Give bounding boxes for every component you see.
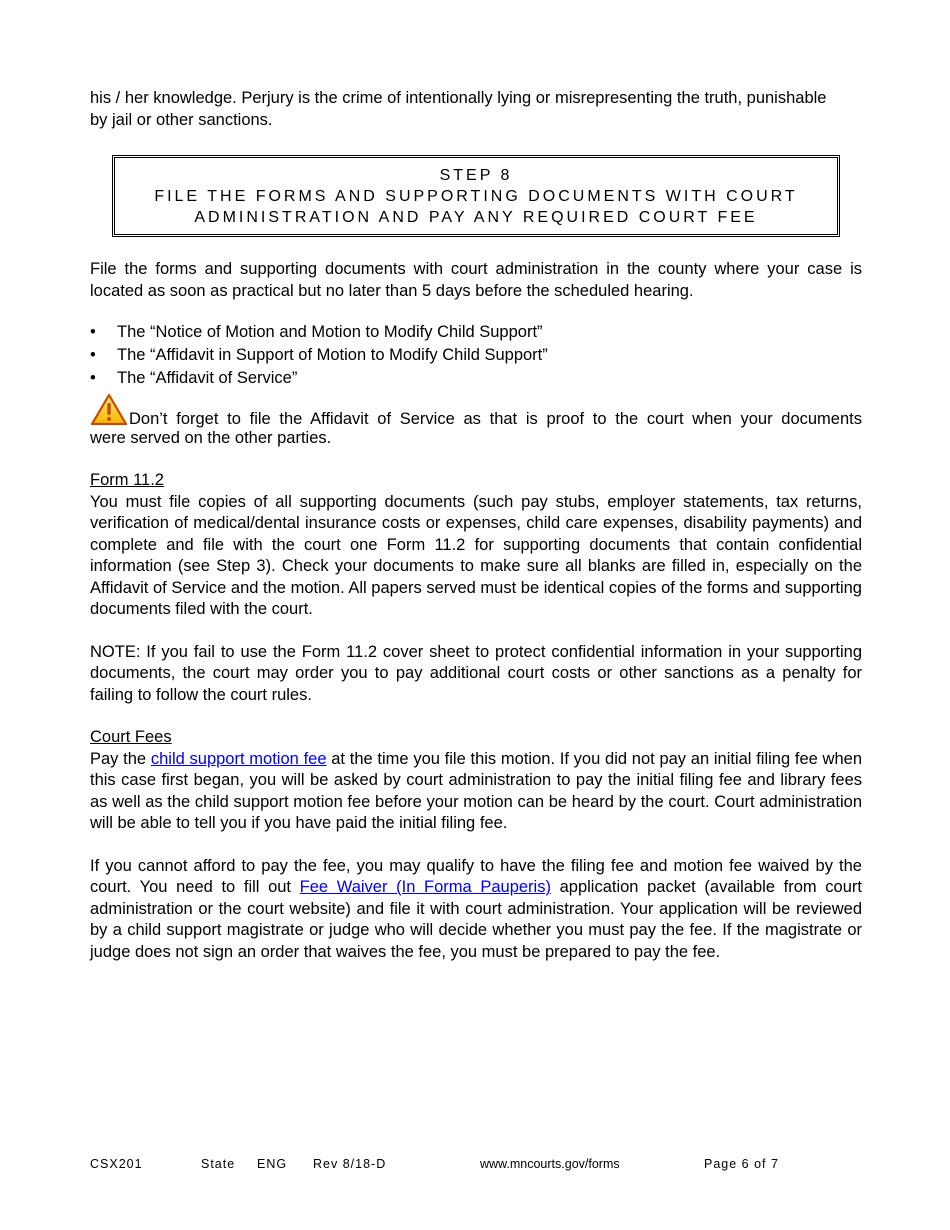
bullet-icon: • (90, 369, 96, 387)
document-page (90, 88, 862, 963)
form-11-2-body: You must file copies of all supporting documents (such pay stubs, employer statements, tax returns, verification of medical/dental insurance costs or expenses, child care expenses, disability payments) and complete and file with the court one Form 11.2 for supporting documents that contain confidential information (see Step 3). Check your documents to make sure all blanks are filled in, especially on the Affidavit of Service and the motion. All papers served must be identical copies of the forms and supporting documents filed with the court. (90, 492, 862, 618)
step-subtitle-line-1: FILE THE FORMS AND SUPPORTING DOCUMENTS WITH COURT (154, 188, 798, 205)
child-support-motion-fee-link[interactable]: child support motion fee (150, 749, 327, 768)
footer-state: State (201, 1157, 236, 1171)
file-paragraph: File the forms and supporting documents with court administration in the county where your case is located as soon as practical but no later than 5 days before the scheduled hearing. (90, 260, 862, 300)
court-fees-paragraph-2: If you cannot afford to pay the fee, you may qualify to have the filing fee and motion fee waived by the court. You need to fill out Fee Waiver (In Forma Pauperis) application packet (available from court administration or the court website) and file it with court administration. Your application will be reviewed by a child support magistrate or judge who will decide whether you must pay the fee. If the magistrate or judge does not sign an order that waives the fee, you must be prepared to pay the fee. (90, 856, 862, 961)
footer-language: ENG (257, 1157, 288, 1171)
forms-list (90, 322, 862, 391)
intro-line-2: by jail or other sanctions. (90, 110, 273, 129)
footer-revision: Rev 8/18-D (313, 1157, 387, 1171)
list-item: • The “Affidavit in Support of Motion to Modify Child Support” (90, 345, 862, 368)
step-8-box (112, 155, 840, 237)
step-title: STEP 8 (439, 167, 513, 184)
footer-website: www.mncourts.gov/forms (480, 1157, 620, 1171)
warning-text-second: were served on the other parties. (90, 428, 332, 447)
warning-text-first: Don’t forget to file the Affidavit of Service as that is proof to the court when your documents (129, 410, 862, 428)
footer-page-number: Page 6 of 7 (704, 1157, 779, 1171)
note-paragraph: NOTE: If you fail to use the Form 11.2 cover sheet to protect confidential information in your supporting documents, the court may order you to pay additional court costs or other sanctions as a penalty for failing to follow the court rules. (90, 642, 862, 704)
bullet-icon: • (90, 323, 96, 341)
footer-form-id: CSX201 (90, 1157, 143, 1171)
court-fees-heading: Court Fees (90, 728, 172, 746)
form-11-2-heading: Form 11.2 (90, 471, 164, 489)
step-subtitle-line-2: ADMINISTRATION AND PAY ANY REQUIRED COURT FEE (194, 209, 758, 226)
warning-triangle-icon (90, 393, 128, 427)
list-item: • The “Affidavit of Service” (90, 368, 862, 391)
fee-waiver-link[interactable]: Fee Waiver (In Forma Pauperis) (299, 878, 551, 896)
court-fees-paragraph-1: Pay the child support motion fee at the time you file this motion. If you did not pay an initial filing fee when this case first began, you will be asked by court administration to pay the initial filing fee and library fees as well as the child support motion fee before your motion can be heard by the court. Court administration will be able to tell you if you have paid the initial filing fee. (90, 749, 863, 832)
warning-note (90, 393, 862, 449)
list-item: • The “Notice of Motion and Motion to Modify Child Support” (90, 322, 862, 345)
bullet-icon: • (90, 346, 96, 364)
intro-line-1: his / her knowledge. Perjury is the crime of intentionally lying or misrepresenting the truth, punishable (90, 89, 827, 107)
